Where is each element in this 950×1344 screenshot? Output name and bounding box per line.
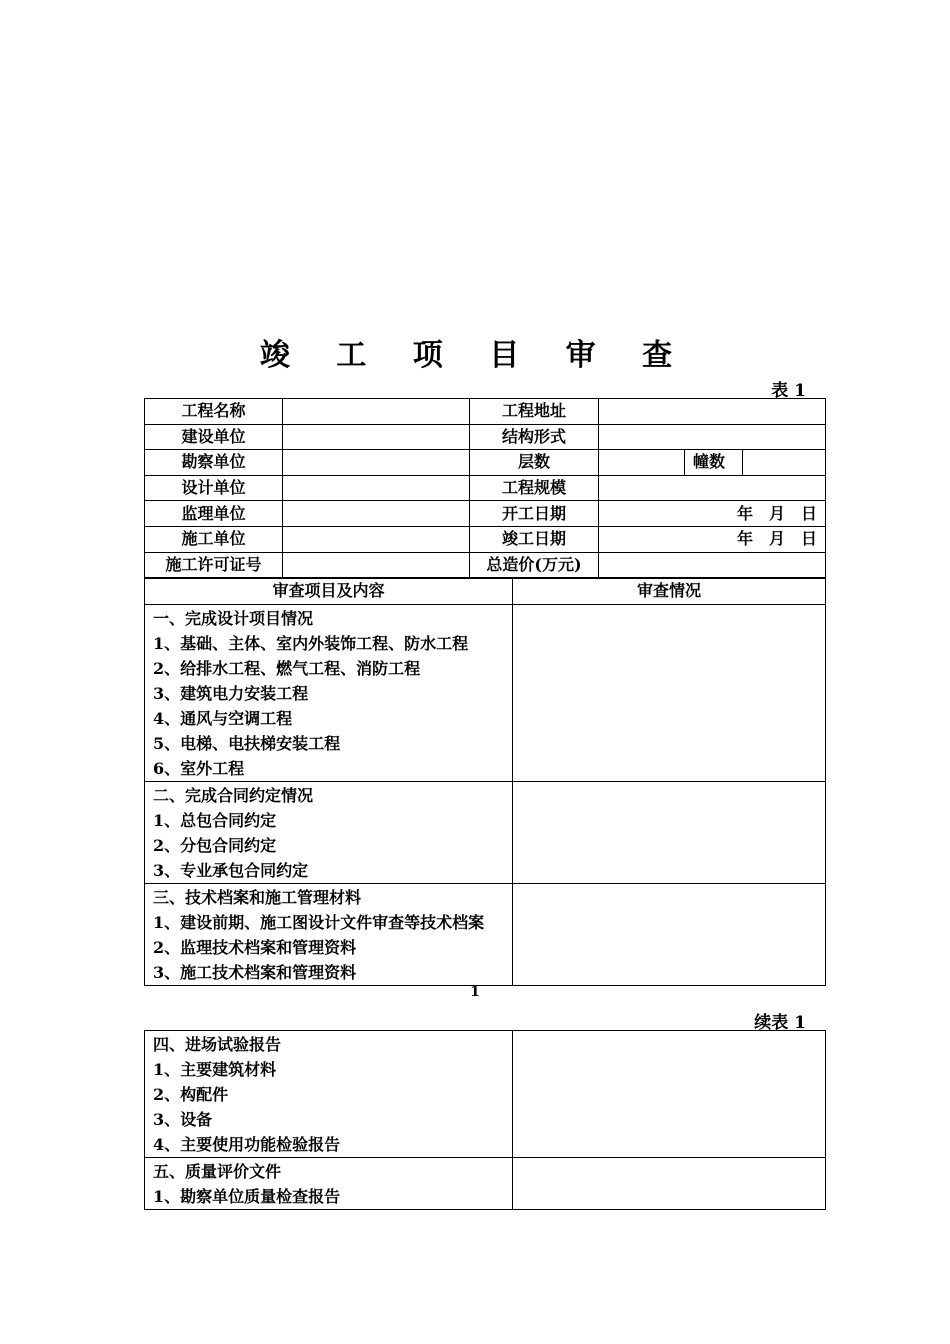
review-status-archives[interactable] <box>513 883 826 985</box>
value-project-address[interactable] <box>599 399 826 425</box>
value-total-cost[interactable] <box>599 552 826 578</box>
label-permit-no: 施工许可证号 <box>145 552 283 578</box>
label-total-cost: 总造价(万元) <box>470 552 599 578</box>
section-line: 1、勘察单位质量检查报告 <box>153 1187 341 1206</box>
section-line: 6、室外工程 <box>153 758 245 778</box>
section-technical-archives <box>145 883 513 985</box>
section-line: 2、构配件 <box>153 1085 229 1104</box>
value-design-unit[interactable] <box>283 475 470 501</box>
label-project-address: 工程地址 <box>470 399 599 425</box>
section-line: 3、设备 <box>153 1110 213 1129</box>
label-design-unit: 设计单位 <box>145 475 283 501</box>
section-line: 4、主要使用功能检验报告 <box>153 1135 341 1154</box>
project-info-table <box>144 398 826 578</box>
value-completion-date[interactable]: 年 月 日 <box>599 526 826 552</box>
label-structure-form: 结构形式 <box>470 424 599 450</box>
review-status-contract[interactable] <box>513 781 826 883</box>
label-completion-date: 竣工日期 <box>470 526 599 552</box>
section-line: 2、监理技术档案和管理资料 <box>153 937 357 957</box>
label-project-scale: 工程规模 <box>470 475 599 501</box>
review-status-design[interactable] <box>513 604 826 781</box>
page-number: 1 <box>470 984 480 1000</box>
label-project-name: 工程名称 <box>145 399 283 425</box>
value-start-date[interactable]: 年 月 日 <box>599 501 826 527</box>
value-project-name[interactable] <box>283 399 470 425</box>
section-design-items <box>145 604 513 781</box>
section-line: 3、建筑电力安装工程 <box>153 683 309 703</box>
value-floors[interactable] <box>599 450 685 476</box>
value-contractor-unit[interactable] <box>283 526 470 552</box>
value-structure-form[interactable] <box>599 424 826 450</box>
value-supervision-unit[interactable] <box>283 501 470 527</box>
label-supervision-unit: 监理单位 <box>145 501 283 527</box>
section-line: 4、通风与空调工程 <box>153 708 293 728</box>
section-line: 1、基础、主体、室内外装饰工程、防水工程 <box>153 633 469 653</box>
section-title: 四、进场试验报告 <box>153 1035 282 1054</box>
section-title: 一、完成设计项目情况 <box>153 608 314 628</box>
review-status-test-reports[interactable] <box>513 1031 826 1158</box>
value-project-scale[interactable] <box>599 475 826 501</box>
section-title: 二、完成合同约定情况 <box>153 785 314 805</box>
label-start-date: 开工日期 <box>470 501 599 527</box>
review-status-quality[interactable] <box>513 1158 826 1210</box>
section-quality-evaluation <box>145 1158 513 1210</box>
section-line: 3、专业承包合同约定 <box>153 860 309 880</box>
section-line: 1、主要建筑材料 <box>153 1060 277 1079</box>
value-construction-unit[interactable] <box>283 424 470 450</box>
value-buildings[interactable] <box>743 450 826 476</box>
section-contract <box>145 781 513 883</box>
review-items-header: 审查项目及内容 <box>145 579 513 605</box>
label-contractor-unit: 施工单位 <box>145 526 283 552</box>
label-survey-unit: 勘察单位 <box>145 450 283 476</box>
page-title: 竣 工 项 目 审 查 <box>259 338 691 373</box>
review-status-header: 审查情况 <box>513 579 826 605</box>
section-line: 1、总包合同约定 <box>153 810 277 830</box>
label-construction-unit: 建设单位 <box>145 424 283 450</box>
section-line: 2、给排水工程、燃气工程、消防工程 <box>153 658 421 678</box>
table-label: 表 1 <box>771 381 806 401</box>
section-title: 三、技术档案和施工管理材料 <box>153 887 362 907</box>
value-permit-no[interactable] <box>283 552 470 578</box>
value-survey-unit[interactable] <box>283 450 470 476</box>
section-line: 2、分包合同约定 <box>153 835 277 855</box>
section-line: 1、建设前期、施工图设计文件审查等技术档案 <box>153 912 485 932</box>
section-line: 5、电梯、电扶梯安装工程 <box>153 733 341 753</box>
review-table <box>144 578 826 986</box>
section-title: 五、质量评价文件 <box>153 1162 282 1181</box>
label-floors: 层数 <box>470 450 599 476</box>
section-test-reports <box>145 1031 513 1158</box>
review-table-continued <box>144 1030 826 1210</box>
continued-table-label: 续表 1 <box>754 1013 806 1033</box>
section-line: 3、施工技术档案和管理资料 <box>153 962 357 982</box>
label-buildings: 幢数 <box>685 450 743 476</box>
